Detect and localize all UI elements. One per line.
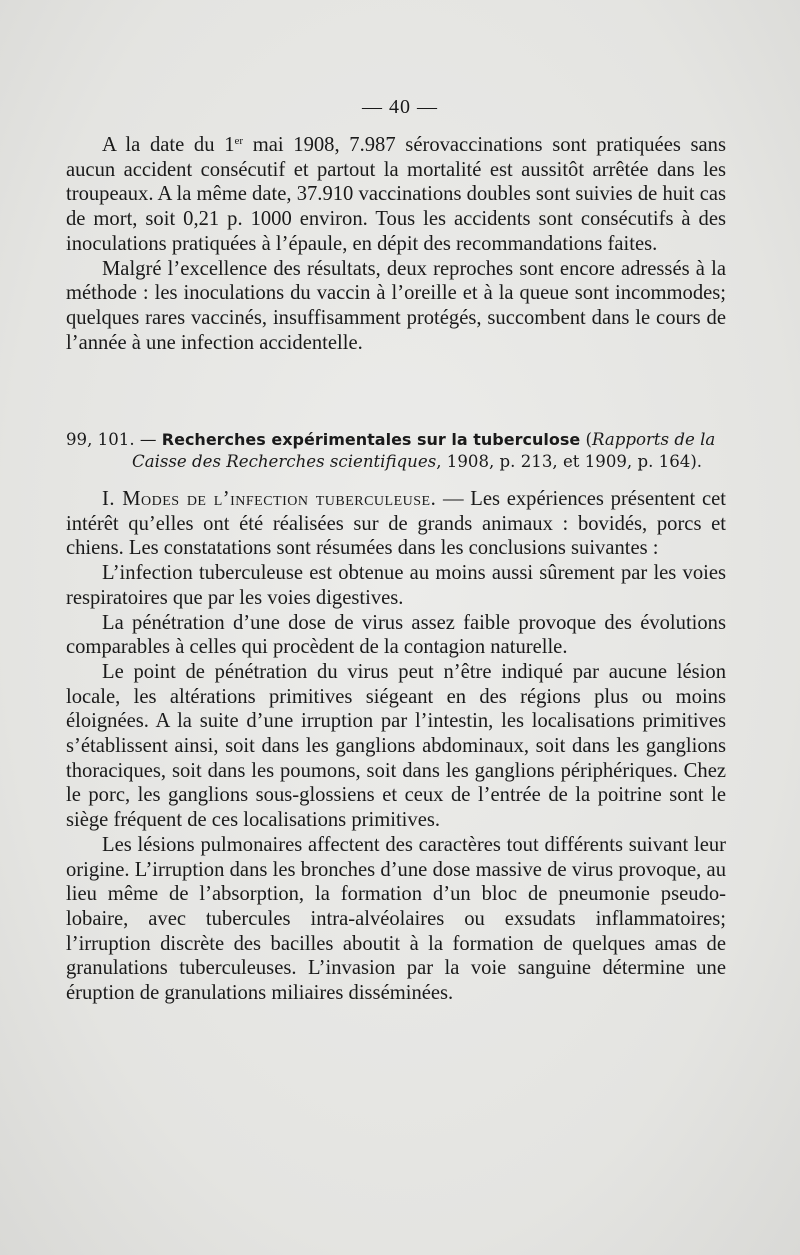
- paragraph-text: — Les expériences présentent cet intérêt qu’elles ont été réalisées sur de grands animaux : bovidés, porcs et chiens. Les constatations sont résumées dans les conclusions suivantes :: [66, 488, 726, 560]
- paragraph: Le point de pénétration du virus peut n’être indiqué par aucune lésion locale, les altérations primitives siégeant en des régions plus ou moins éloignées. A la suite d’une irruption par l’intestin, les localisations primitives s’établissent ainsi, soit dans les ganglions abdominaux, soit dans les ganglions thoraciques, soit dans les poumons, soit dans les ganglions périphériques. Chez le porc, les ganglions sous-glossiens et ceux de l’entrée de la poitrine sont le siège fréquent de ces localisations primitives.: [66, 660, 726, 832]
- paragraph-text: A la date du 1: [102, 134, 235, 156]
- paragraph: Malgré l’excellence des résultats, deux reproches sont encore adressés à la méthode : les inoculations du vaccin à l’oreille et à la queue sont incommodes; quelques rares vaccinés, insuffisamment protégés, succombent dans le cours de l’année à une infection accidentelle.: [66, 257, 726, 354]
- paragraph-text: mai 1908, 7.987 sérovaccinations sont pratiquées sans aucun accident consécutif et partout la mortalité est aussitôt arrêtée dans les troupeaux. A la même date, 37.910 vaccinations doubles sont suivies de huit cas de mort, soit 0,21 p. 1000 environ. Tous les accidents sont consécutifs à des inoculations pratiquées à l’épaule, en dépit des recommandations faites.: [66, 134, 726, 255]
- paragraph: La pénétration d’une dose de virus assez faible provoque des évolutions comparables à celles qui procèdent de la contagion naturelle.: [66, 611, 726, 659]
- citation-line-2: [66, 451, 726, 473]
- citation-paren: (: [580, 430, 592, 449]
- section-heading: I. Modes de l’infection tuberculeuse.: [102, 488, 437, 510]
- ordinal-superscript: er: [234, 135, 244, 147]
- citation-title: Recherches expérimentales sur la tuberculose: [161, 430, 581, 449]
- page-number: — 40 —: [362, 96, 438, 118]
- section-paragraph: [66, 487, 726, 561]
- paragraph: [66, 133, 726, 257]
- text-block-bottom: [66, 487, 726, 1006]
- citation-details: , 1908, p. 213, et 1909, p. 164).: [436, 452, 703, 471]
- text-block-top: [66, 133, 726, 355]
- paragraph: L’infection tuberculeuse est obtenue au moins aussi sûrement par les voies respiratoires que par les voies digestives.: [66, 562, 726, 609]
- citation-number: 99, 101. —: [66, 430, 162, 449]
- citation-source: Caisse des Recherches scientifiques: [132, 452, 437, 471]
- citation-source: Rapports de la: [591, 430, 716, 449]
- bibliographic-citation: [66, 429, 726, 473]
- paragraph: Les lésions pulmonaires affectent des caractères tout différents suivant leur origine. L’irruption dans les bronches d’une dose massive de virus provoque, au lieu même de l’absorption, la formation d’un bloc de pneumonie pseudo-lobaire, avec tubercules intra-alvéolaires ou exsudats inflammatoires; l’irruption discrète des bacilles aboutit à la formation de quelques amas de granulations tuberculeuses. L’invasion par la voie sanguine détermine une éruption de granulations miliaires disséminées.: [66, 833, 726, 1005]
